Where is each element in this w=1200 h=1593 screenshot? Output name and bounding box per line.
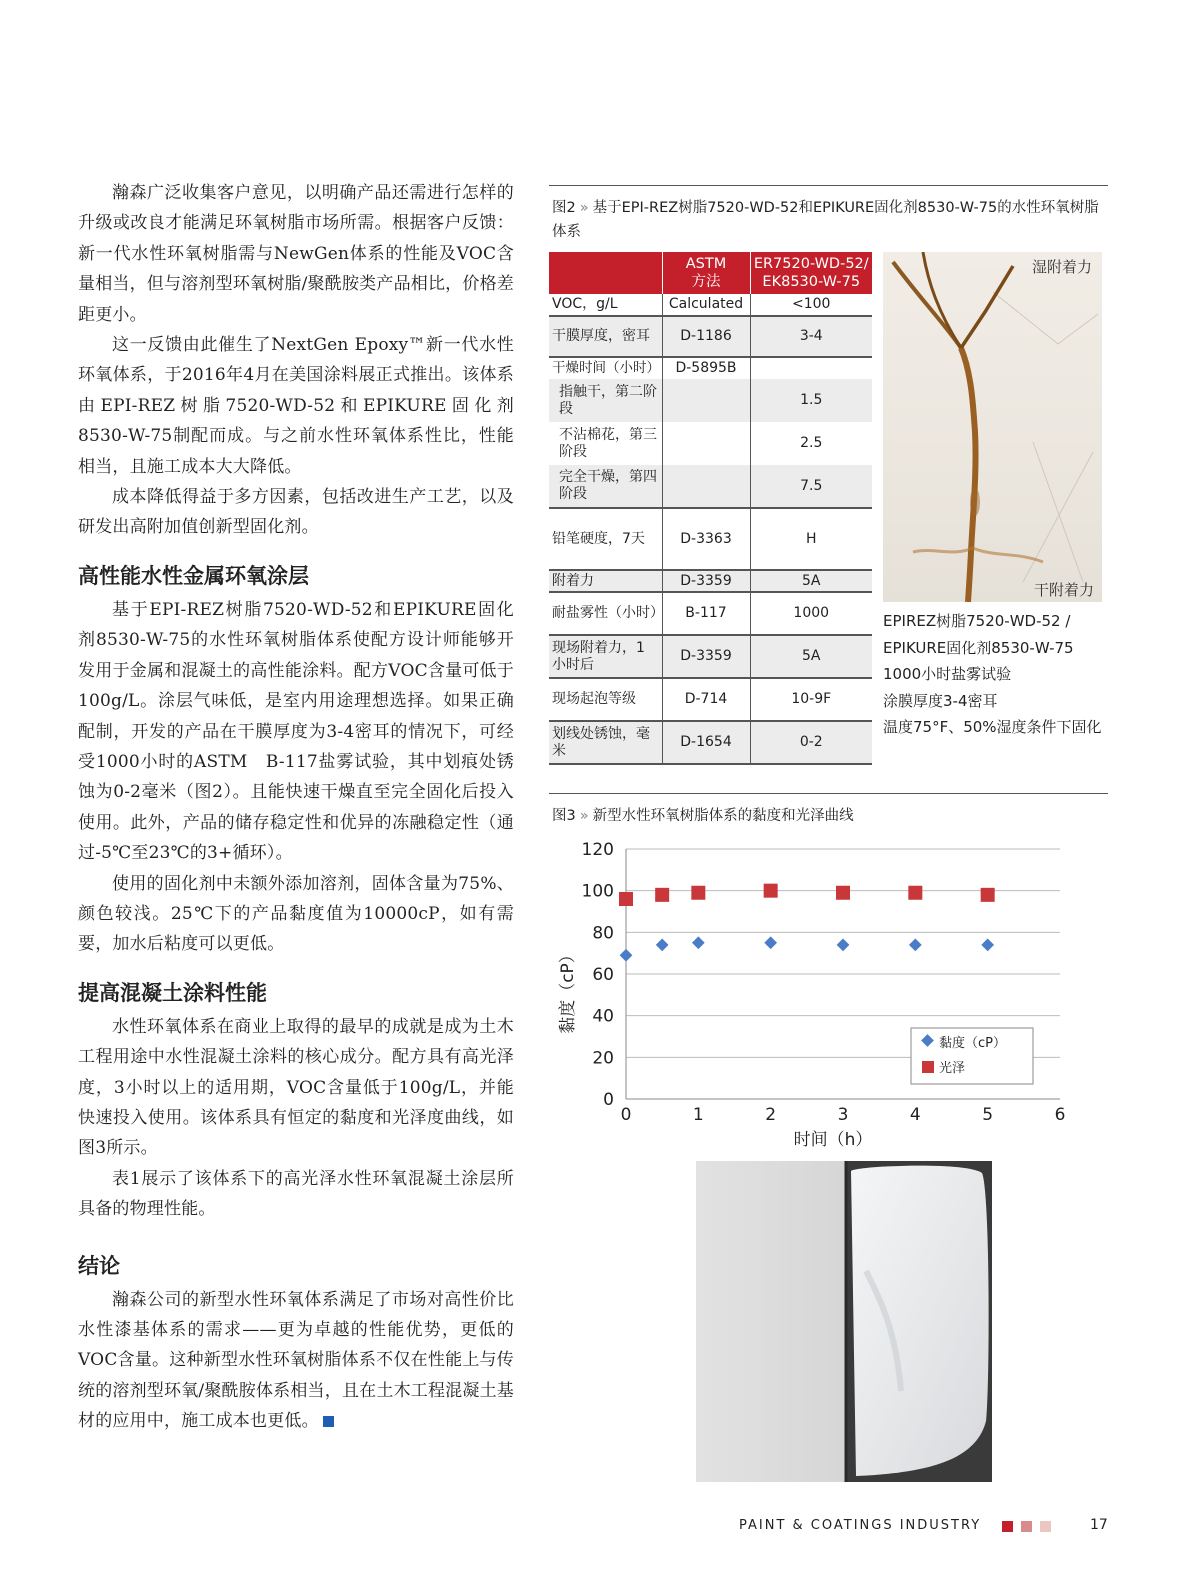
figure-title: 基于EPI-REZ树脂7520-WD-52和EPIKURE固化剂8530-W-75的水性环氧树脂体系 <box>552 200 1099 240</box>
concrete-sample-image <box>696 1161 992 1482</box>
table-row: 铅笔硬度，7天 D-3363 H <box>549 508 872 570</box>
gloss-point <box>619 892 633 906</box>
x-tick-label: 2 <box>765 1105 777 1125</box>
x-tick-label: 4 <box>909 1105 921 1125</box>
table-row: 指触干，第二阶段 1.5 <box>549 379 872 422</box>
figure2-caption <box>552 196 1108 244</box>
y-tick-label: 120 <box>581 840 614 860</box>
viscosity-point <box>764 936 777 949</box>
gloss-point <box>908 886 922 900</box>
table-row: VOC，g/L Calculated <100 <box>549 294 872 316</box>
table-row: 干膜厚度，密耳 D-1186 3-4 <box>549 316 872 357</box>
section-heading: 结论 <box>78 1253 120 1278</box>
x-tick-label: 1 <box>692 1105 704 1125</box>
x-axis-label: 时间（h） <box>793 1130 873 1150</box>
salt-spray-test-photo <box>883 252 1102 602</box>
concrete-coating-photo <box>696 1161 992 1482</box>
end-mark-icon <box>323 1416 334 1427</box>
footer-square-icon <box>1040 1521 1051 1532</box>
paragraph: 这一反馈由此催生了NextGen Epoxy™新一代水性环氧体系，于2016年4月在美国涂料展正式推出。该体系由EPI-REZ树脂7520-WD-52和EPIKURE固化剂8530-W-75制配而成。与之前水性环氧体系性比，性能相当，且施工成本大大降低。 <box>78 335 514 477</box>
x-axis-ticks <box>621 1105 1066 1125</box>
gloss-point <box>655 888 669 902</box>
x-tick-label: 5 <box>982 1105 994 1125</box>
viscosity-point <box>620 949 633 962</box>
paragraph: 成本降低得益于多方因素，包括改进生产工艺，以及研发出高附加值创新型固化剂。 <box>78 487 514 538</box>
figure-label: 图3 <box>552 808 576 824</box>
legend-label: 黏度（cP） <box>939 1036 1006 1051</box>
table-row: 干燥时间（小时） D-5895B <box>549 357 872 379</box>
y-axis-label: 黏度（cP） <box>558 946 578 1034</box>
section-heading: 高性能水性金属环氧涂层 <box>78 563 309 588</box>
viscosity-point <box>909 938 922 951</box>
caption-line: EPIKURE固化剂8530-W-75 <box>883 638 1074 657</box>
y-tick-label: 100 <box>581 881 614 902</box>
paragraph: 水性环氧体系在商业上取得的最早的成就是成为土木工程用途中水性混凝土涂料的核心成分。配方具有高光泽度，3小时以上的适用期，VOC含量低于100g/L，并能快速投入使用。该体系具有恒定的黏度和光泽度曲线，如图3所示。 <box>78 1016 514 1159</box>
photo-caption <box>883 608 1143 741</box>
header-astm: ASTM 方法 <box>662 252 750 294</box>
table-row: 完全干燥，第四阶段 7.5 <box>549 465 872 508</box>
table-row: 附着力 D-3359 5A <box>549 570 872 592</box>
x-tick-label: 6 <box>1054 1105 1066 1125</box>
caption-line: 1000小时盐雾试验 <box>883 665 1012 683</box>
gloss-point <box>764 884 778 898</box>
gloss-point <box>836 886 850 900</box>
paragraph: 瀚森广泛收集客户意见，以明确产品还需进行怎样的升级或改良才能满足环氧树脂市场所需。根据客户反馈：新一代水性环氧树脂需与NewGen体系的性能及VOC含量相当，但与溶剂型环氧树脂/聚酰胺类产品相比，价格差距更小。 <box>78 183 514 325</box>
viscosity-point <box>981 938 994 951</box>
caption-line: 涂膜厚度3-4密耳 <box>883 691 998 710</box>
header-blank <box>549 252 662 294</box>
y-axis-ticks <box>582 840 614 1110</box>
x-tick-label: 0 <box>620 1105 632 1125</box>
table-row: 不沾棉花，第三阶段 2.5 <box>549 422 872 465</box>
caption-line: EPIREZ树脂7520-WD-52 / <box>883 612 1071 630</box>
figure3-caption <box>552 804 1108 828</box>
viscosity-point <box>692 936 705 949</box>
viscosity-gloss-chart <box>549 835 1089 1155</box>
legend-label: 光泽 <box>939 1061 966 1076</box>
figure-title: 新型水性环氧树脂体系的黏度和光泽曲线 <box>592 808 854 824</box>
paragraph: 表1展示了该体系下的高光泽水性环氧混凝土涂层所具备的物理性能。 <box>78 1168 514 1220</box>
chart-legend <box>911 1028 1033 1084</box>
dry-adhesion-label: 干附着力 <box>1033 581 1094 599</box>
gloss-point <box>981 888 995 902</box>
x-tick-label: 3 <box>837 1105 849 1125</box>
y-tick-label: 80 <box>592 923 614 944</box>
viscosity-point <box>837 938 850 951</box>
table-row: 现场起泡等级 D-714 10-9F <box>549 678 872 721</box>
figure-arrow-icon: » <box>579 808 589 824</box>
legend-square-icon <box>922 1061 934 1073</box>
caption-line: 温度75°F、50%湿度条件下固化 <box>883 718 1102 736</box>
section-heading: 提高混凝土涂料性能 <box>78 980 267 1005</box>
y-tick-label: 60 <box>592 965 614 985</box>
wet-adhesion-label: 湿附着力 <box>1031 258 1092 276</box>
figure-label: 图2 <box>552 200 576 216</box>
header-system: ER7520-WD-52/ EK8530-W-75 <box>750 252 872 294</box>
article-body <box>78 178 514 1437</box>
figure-rule <box>549 793 1108 794</box>
y-tick-label: 20 <box>592 1048 614 1069</box>
figure-rule <box>549 185 1108 186</box>
table-row: 现场附着力，1小时后 D-3359 5A <box>549 635 872 678</box>
footer-square-icon <box>1021 1521 1032 1532</box>
table-header-row <box>549 252 872 294</box>
footer-brand: PAINT & COATINGS INDUSTRY <box>739 1518 982 1533</box>
paragraph: 使用的固化剂中未额外添加溶剂，固体含量为75%、颜色较浅。25℃下的产品黏度值为10000cP，如有需要，加水后粘度可以更低。 <box>78 873 514 955</box>
paragraph: 基于EPI-REZ树脂7520-WD-52和EPIKURE固化剂8530-W-75的水性环氧树脂体系使配方设计师能够开发用于金属和混凝土的高性能涂料。配方VOC含量可低于100g/L。涂层气味低，是室内用途理想选择。如果正确配制，开发的产品在干膜厚度为3-4密耳的情况下，可经受1000小时的ASTM B-117盐雾试验，其中划痕处锈蚀为0-2毫米（图2）。且能快速干燥直至完全固化后投入使用。此外，产品的储存稳定性和优异的冻融稳定性（通过-5℃至23℃的3+循环）。 <box>78 599 514 864</box>
paragraph-conclusion <box>78 1285 514 1437</box>
chart-series <box>619 884 995 962</box>
conclusion-text: 瀚森公司的新型水性环氧体系满足了市场对高性价比水性漆基体系的需求——更为卓越的性能优势，更低的VOC含量。这种新型水性环氧树脂体系不仅在性能上与传统的溶剂型环氧/聚酰胺体系相当，且在土木工程混凝土基材的应用中，施工成本也更低。 <box>78 1289 514 1432</box>
properties-table <box>549 252 872 765</box>
table-row: 耐盐雾性（小时） B-117 1000 <box>549 592 872 635</box>
gloss-point <box>691 886 705 900</box>
y-tick-label: 40 <box>592 1006 614 1027</box>
page-number: 17 <box>1090 1517 1108 1533</box>
salt-spray-panel-image <box>883 252 1102 602</box>
viscosity-point <box>656 938 669 951</box>
figure-arrow-icon: » <box>579 200 589 216</box>
footer-square-icon <box>1002 1521 1013 1532</box>
table-row: 划线处锈蚀，毫米 D-1654 0-2 <box>549 721 872 764</box>
y-tick-label: 0 <box>603 1090 614 1110</box>
